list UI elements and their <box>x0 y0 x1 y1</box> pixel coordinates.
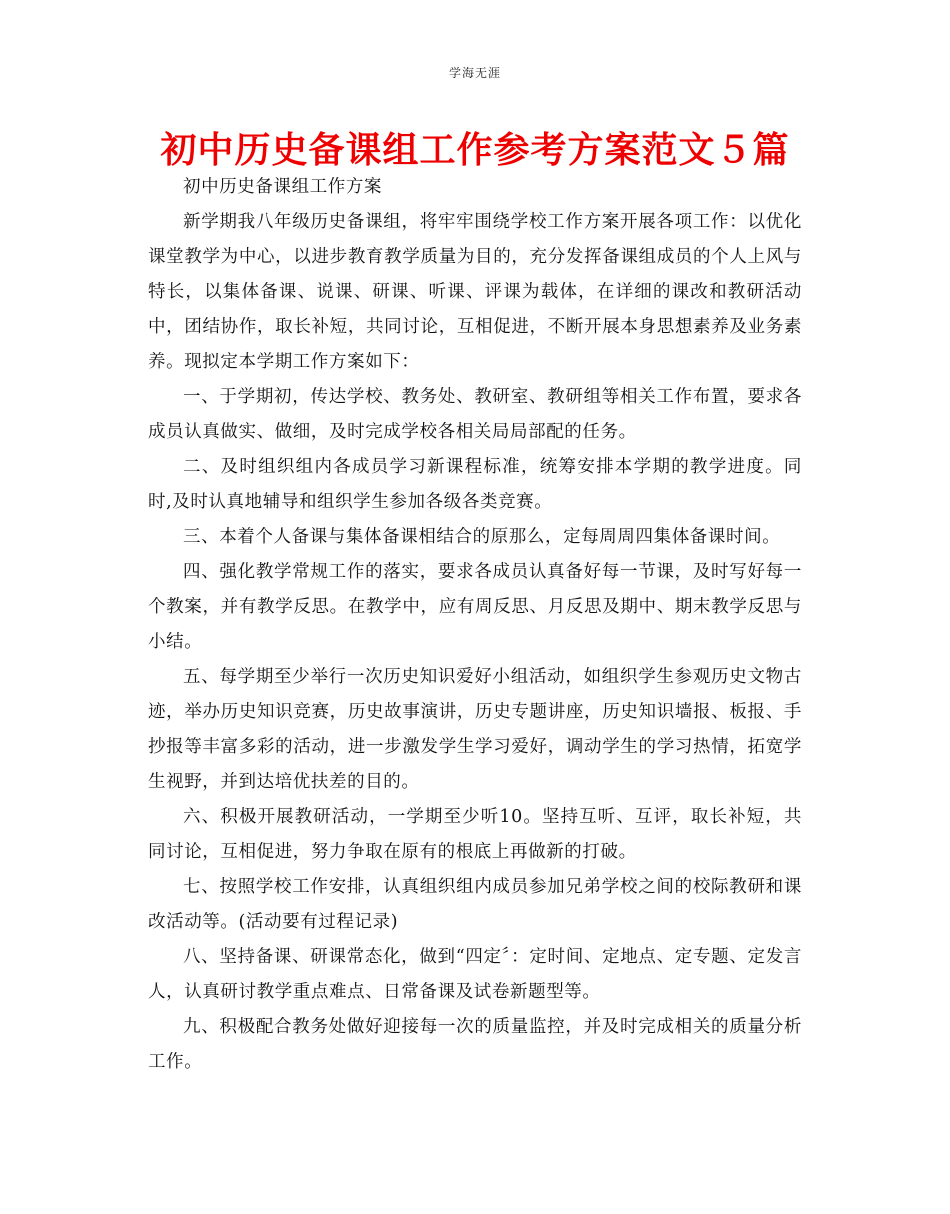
paragraph-item-2: 二、及时组织组内各成员学习新课程标准，统筹安排本学期的教学进度。同时,及时认真地辅导和组织学生参加各级各类竞赛。 <box>148 457 802 512</box>
paragraph-item-3: 三、本着个人备课与集体备课相结合的原那么，定每周周四集体备课时间。 <box>183 527 781 547</box>
paragraph-item-8: 八、坚持备课、研课常态化，做到“四定〞：定时间、定地点、定专题、定发言人，认真研讨教学重点难点、日常备课及试卷新题型等。 <box>148 947 802 1002</box>
document-title: 初中历史备课组工作参考方案范文５篇 <box>160 130 790 171</box>
page-header: 学海无涯 <box>448 66 501 80</box>
paragraph-item-9: 九、积极配合教务处做好迎接每一次的质量监控，并及时完成相关的质量分析工作。 <box>148 1017 802 1072</box>
paragraph-item-5: 五、每学期至少举行一次历史知识爱好小组活动，如组织学生参观历史文物古迹，举办历史知识竞赛，历史故事演讲，历史专题讲座，历史知识墙报、板报、手抄报等丰富多彩的活动，进一步激发学生学习爱好，调动学生的学习热情，拓宽学生视野，并到达培优扶差的目的。 <box>148 667 802 792</box>
paragraph-item-1: 一、于学期初，传达学校、教务处、教研室、教研组等相关工作布置，要求各成员认真做实、做细，及时完成学校各相关局局部配的任务。 <box>148 387 802 442</box>
paragraph-item-6: 六、积极开展教研活动，一学期至少听10。坚持互听、互评，取长补短，共同讨论，互相促进，努力争取在原有的根底上再做新的打破。 <box>148 807 802 862</box>
paragraph-intro: 新学期我八年级历史备课组，将牢牢围绕学校工作方案开展各项工作：以优化课堂教学为中心，以进步教育教学质量为目的，充分发挥备课组成员的个人上风与特长，以集体备课、说课、研课、听课、评课为载体，在详细的课改和教研活动中，团结协作，取长补短，共同讨论，互相促进，不断开展本身思想素养及业务素养。现拟定本学期工作方案如下： <box>148 212 802 372</box>
paragraph-item-7: 七、按照学校工作安排，认真组织组内成员参加兄弟学校之间的校际教研和课改活动等。(活动要有过程记录) <box>148 877 802 932</box>
document-subtitle: 初中历史备课组工作方案 <box>183 177 383 197</box>
paragraph-item-4: 四、强化教学常规工作的落实，要求各成员认真备好每一节课，及时写好每一个教案，并有教学反思。在教学中，应有周反思、月反思及期中、期末教学反思与小结。 <box>148 562 802 652</box>
document-body <box>148 170 802 1080</box>
